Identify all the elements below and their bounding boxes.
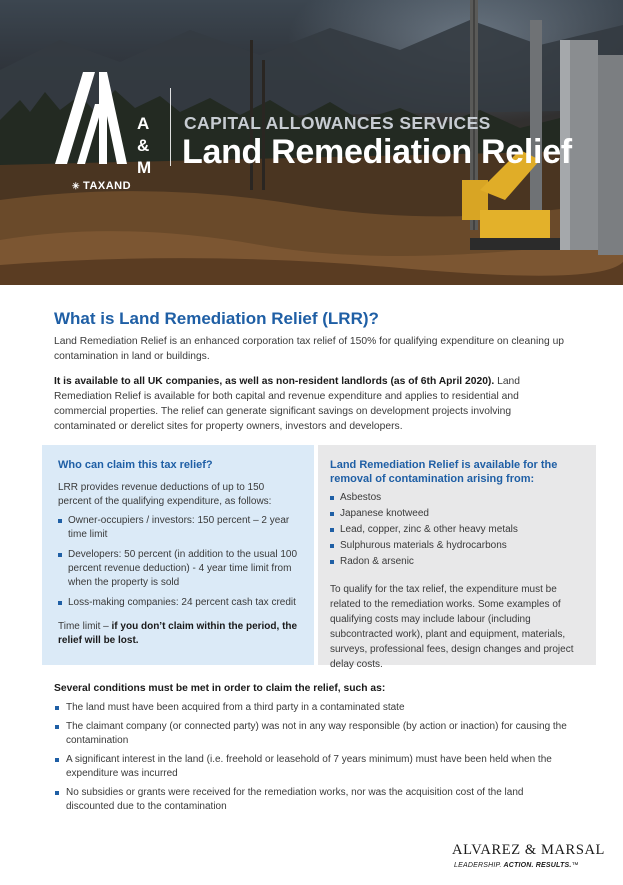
tagline-start: LEADERSHIP.: [454, 862, 502, 869]
taxand-label: TAXAND: [83, 180, 132, 192]
logo-letter-ampersand: &: [137, 136, 150, 155]
list-item-text: Developers: 50 percent (in addition to the usual 100 percent revenue deduction) - 4 year time limit from when the property is sold: [68, 549, 298, 588]
qualifying-costs-note: To qualify for the tax relief, the expenditure must be related to the remediation works. Some examples of qualifying costs may include labour (including subcontracted work), plant and equipment, materials, surveys, professional fees, design changes and project delay costs.: [330, 584, 574, 670]
list-item: [330, 555, 582, 569]
list-item-text: Sulphurous materials & hydrocarbons: [340, 540, 507, 551]
contamination-list: [330, 491, 582, 569]
list-item: [54, 786, 574, 815]
tagline-trademark: ™: [571, 862, 579, 869]
logo-divider: [170, 88, 171, 166]
list-item: [330, 491, 582, 505]
alvarez-marsal-logo: ALVAREZ & MARSAL: [452, 842, 606, 858]
list-item: [54, 701, 574, 716]
conditions-list: [54, 701, 574, 815]
brand-tagline: [454, 862, 579, 869]
bullet-icon: [55, 758, 59, 762]
bullet-icon: [55, 791, 59, 795]
time-limit-prefix: Time limit –: [58, 621, 109, 632]
intro-paragraph-2-bold: It is available to all UK companies, as well as non-resident landlords (as of 6th April 2020).: [54, 376, 495, 387]
list-item: [58, 548, 298, 590]
contamination-types-box: [318, 445, 596, 670]
list-item-text: Loss-making companies: 24 percent cash tax credit: [68, 597, 296, 608]
conditions-heading: Several conditions must be met in order to claim the relief, such as:: [54, 683, 386, 694]
list-item-text: The claimant company (or connected party) was not in any way responsible (by action or inaction) for causing the contamination: [66, 720, 567, 746]
list-item-text: No subsidies or grants were received for the remediation works, nor was the acquisition cost of the land discounted due to the contamination: [66, 786, 524, 812]
list-item-text: Lead, copper, zinc & other heavy metals: [340, 524, 518, 535]
bullet-icon: [330, 544, 334, 548]
tagline-bold: ACTION. RESULTS.: [501, 862, 572, 869]
bullet-icon: [55, 725, 59, 729]
intro-section: [54, 309, 574, 434]
list-item: [330, 523, 582, 537]
list-item-text: Radon & arsenic: [340, 556, 414, 567]
am-logo-letters: [137, 113, 151, 179]
hero-title: Land Remediation Relief: [182, 133, 572, 171]
time-limit-note: [58, 620, 298, 648]
list-item-text: Owner-occupiers / investors: 150 percent – 2 year time limit: [68, 515, 290, 540]
intro-heading: What is Land Remediation Relief (LRR)?: [54, 309, 379, 328]
bullet-icon: [330, 496, 334, 500]
who-can-claim-intro: LRR provides revenue deductions of up to 150 percent of the qualifying expenditure, as follows:: [58, 482, 272, 507]
list-item-text: A significant interest in the land (i.e. freehold or leasehold of 7 years minimum) must have been held when the expenditure was incurred: [66, 753, 552, 779]
time-limit-warning: if you don’t claim within the period, the relief will be lost.: [58, 621, 298, 646]
list-item: [58, 514, 298, 542]
taxand-logo: [72, 180, 131, 192]
bullet-icon: [58, 601, 62, 605]
list-item-text: Asbestos: [340, 492, 382, 503]
hero-banner: [0, 0, 623, 285]
who-can-claim-list: [58, 514, 298, 610]
list-item: [58, 596, 298, 610]
taxand-dots-icon: ✳: [72, 181, 81, 191]
bullet-icon: [55, 706, 59, 710]
bullet-icon: [58, 519, 62, 523]
who-can-claim-heading: Who can claim this tax relief?: [58, 459, 213, 471]
list-item: [330, 539, 582, 553]
bullet-icon: [330, 512, 334, 516]
who-can-claim-box: [42, 445, 314, 665]
list-item: [54, 720, 574, 749]
bullet-icon: [58, 553, 62, 557]
list-item: [54, 753, 574, 782]
logo-letter-m: M: [137, 158, 152, 177]
bullet-icon: [330, 528, 334, 532]
logo-letter-a: A: [137, 114, 150, 133]
list-item-text: The land must have been acquired from a third party in a contaminated state: [66, 702, 405, 713]
hero-kicker: CAPITAL ALLOWANCES SERVICES: [184, 113, 491, 133]
list-item-text: Japanese knotweed: [340, 508, 429, 519]
contamination-heading: Land Remediation Relief is available for the removal of contamination arising from:: [330, 459, 558, 485]
intro-paragraph-1: Land Remediation Relief is an enhanced corporation tax relief of 150% for qualifying expenditure on cleaning up contamination in land or buildings.: [54, 336, 565, 362]
list-item: [330, 507, 582, 521]
intro-paragraph-2: [54, 374, 574, 434]
conditions-section: [54, 683, 574, 819]
intro-paragraph-2-rest: Land Remediation Relief is available for both capital and revenue expenditure and applies to residential and commercial properties. The relief can generate significant savings on development projects involving contaminated or derelict sites for property owners, investors and developers.: [54, 376, 521, 432]
bullet-icon: [330, 560, 334, 564]
